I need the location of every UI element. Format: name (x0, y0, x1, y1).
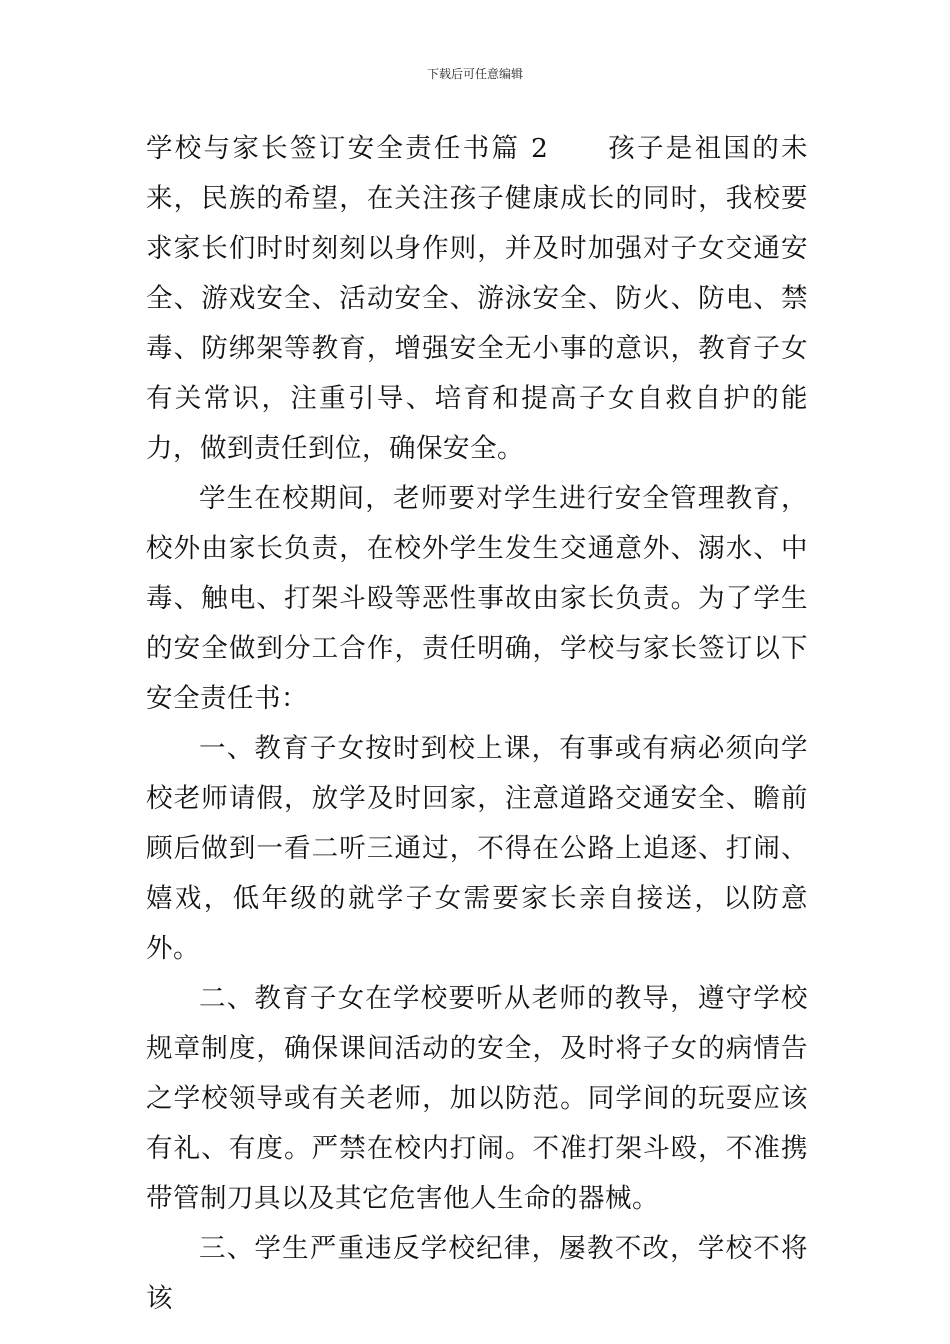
intro-text: 孩子是祖国的未来，民族的希望，在关注孩子健康成长的同时，我校要求家长们时时刻刻以身作则，并及时加强对子女交通安全、游戏安全、活动安全、游泳安全、防火、防电、禁毒、防绑架等教育，增强安全无小事的意识，教育子女有关常识，注重引导、培育和提高子女自救自护的能力，做到责任到位，确保安全。 (146, 133, 808, 464)
intro-paragraph (146, 124, 808, 474)
clause-3-paragraph: 三、学生严重违反学校纪律，屡教不改，学校不将该 (146, 1233, 808, 1314)
clause-1-paragraph: 一、教育子女按时到校上课，有事或有病必须向学校老师请假，放学及时回家，注意道路交通安全、瞻前顾后做到一看二听三通过，不得在公路上追逐、打闹、嬉戏，低年级的就学子女需要家长亲自接送，以防意外。 (146, 733, 808, 964)
clause-2-paragraph: 二、教育子女在学校要听从老师的教导，遵守学校规章制度，确保课间活动的安全，及时将子女的病情告之学校领导或有关老师，加以防范。同学间的玩耍应该有礼、有度。严禁在校内打闹。不准打架斗殴，不准携带管制刀具以及其它危害他人生命的器械。 (146, 983, 808, 1214)
document-body (146, 124, 808, 1324)
page-header-note: 下载后可任意编辑 (426, 67, 523, 81)
document-title: 学校与家长签订安全责任书篇 2 (146, 133, 549, 164)
body-paragraph: 学生在校期间，老师要对学生进行安全管理教育，校外由家长负责，在校外学生发生交通意外、溺水、中毒、触电、打架斗殴等恶性事故由家长负责。为了学生的安全做到分工合作，责任明确，学校与家长签订以下安全责任书： (146, 483, 808, 714)
